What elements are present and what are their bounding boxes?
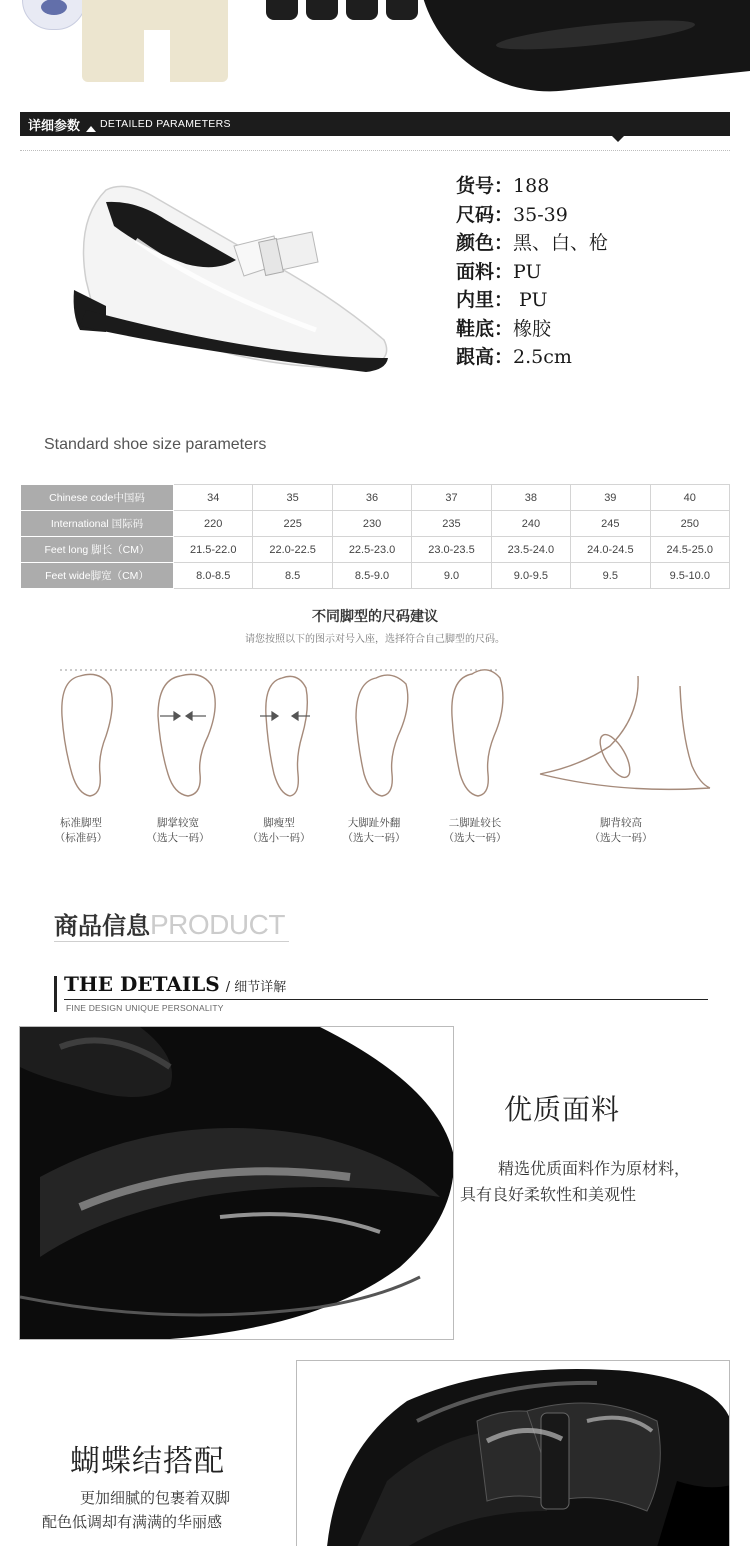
size-table-title: Standard shoe size parameters — [44, 436, 267, 453]
vase-image — [22, 0, 86, 30]
foot-guide-title: 不同脚型的尺码建议 — [312, 609, 438, 625]
parameter-list — [456, 172, 608, 372]
foot-high-instep-icon — [540, 676, 710, 789]
feature1-title: 优质面料 — [504, 1093, 621, 1126]
foot-guide-subtitle: 请您按照以下的图示对号入座，选择符合自己脚型的尺码。 — [245, 634, 505, 645]
feature2-description: 更加细腻的包裹着双脚 配色低调却有满满的华丽感 — [42, 1489, 231, 1531]
table-row: International 国际码 220 225 230 235 240 245 250 — [21, 511, 730, 537]
divider — [64, 999, 708, 1000]
details-title-en: THE DETAILS — [64, 972, 220, 996]
feature2-title: 蝴蝶结搭配 — [70, 1444, 225, 1479]
param-row: 鞋底：橡胶 — [456, 317, 552, 340]
bow-icon — [234, 232, 318, 276]
details-title-cn: / 细节详解 — [225, 980, 287, 995]
param-row: 颜色：黑、白、枪 — [456, 232, 609, 254]
param-row: 尺码：35-39 — [456, 203, 568, 226]
foot-type-label: 大脚趾外翻 （选大一码） — [342, 817, 406, 844]
product-info-heading — [54, 906, 289, 942]
foot-thin-icon — [266, 676, 308, 796]
foot-type-label: 二脚趾较长 （选大一码） — [443, 817, 507, 844]
table-row: Feet long 脚长（CM） 21.5-22.0 22.0-22.5 22.5-23.0 23.0-23.5 23.5-24.0 24.0-24.5 24.5-25.0 — [21, 537, 730, 563]
product-heading-en: PRODUCT — [150, 909, 285, 940]
white-shoe-image — [66, 180, 396, 380]
foot-standard-icon — [62, 674, 112, 796]
detail-photo-bow — [296, 1360, 730, 1546]
shorts-image — [82, 0, 228, 82]
detailed-parameters-header — [20, 112, 730, 136]
section-title-cn: 详细参数 — [28, 118, 81, 134]
foot-type-label: 标准脚型 （标准码） — [54, 817, 108, 844]
foot-wide-icon — [158, 674, 215, 796]
divider — [20, 150, 730, 151]
feature1-description: 精选优质面料作为原材料， 具有良好柔软性和美观性 — [460, 1159, 691, 1204]
section-title-en: DETAILED PARAMETERS — [100, 118, 231, 130]
details-accent-bar — [54, 976, 57, 1012]
foot-diagrams — [20, 656, 730, 816]
detail-photo-toe — [19, 1026, 454, 1340]
triangle-icon — [86, 126, 96, 132]
foot-bunion-icon — [356, 675, 408, 796]
foot-type-label: 脚掌较宽 （选大一码） — [146, 817, 210, 844]
table-row: Chinese code中国码 34 35 36 37 38 39 40 — [21, 485, 730, 511]
foot-second-toe-icon — [452, 670, 503, 796]
black-shoe-image — [418, 0, 750, 104]
size-table — [20, 484, 730, 589]
foot-type-label: 脚瘦型 （选小一码） — [247, 817, 311, 844]
table-row: Feet wide脚宽（CM） 8.0-8.5 8.5 8.5-9.0 9.0 9.0-9.5 9.5 9.5-10.0 — [21, 563, 730, 589]
details-heading — [64, 972, 286, 996]
foot-type-label: 脚背较高 （选大一码） — [589, 817, 653, 844]
param-row: 货号：188 — [456, 175, 550, 197]
accessories-image — [266, 0, 426, 22]
details-subtitle: FINE DESIGN UNIQUE PERSONALITY — [66, 1003, 224, 1013]
notch-icon — [612, 136, 624, 142]
param-row: 跟高：2.5cm — [456, 346, 572, 368]
param-row: 内里： PU — [456, 289, 548, 311]
top-product-photo-strip — [0, 0, 750, 108]
product-heading-cn: 商品信息 — [54, 911, 150, 940]
param-row: 面料：PU — [456, 260, 542, 283]
